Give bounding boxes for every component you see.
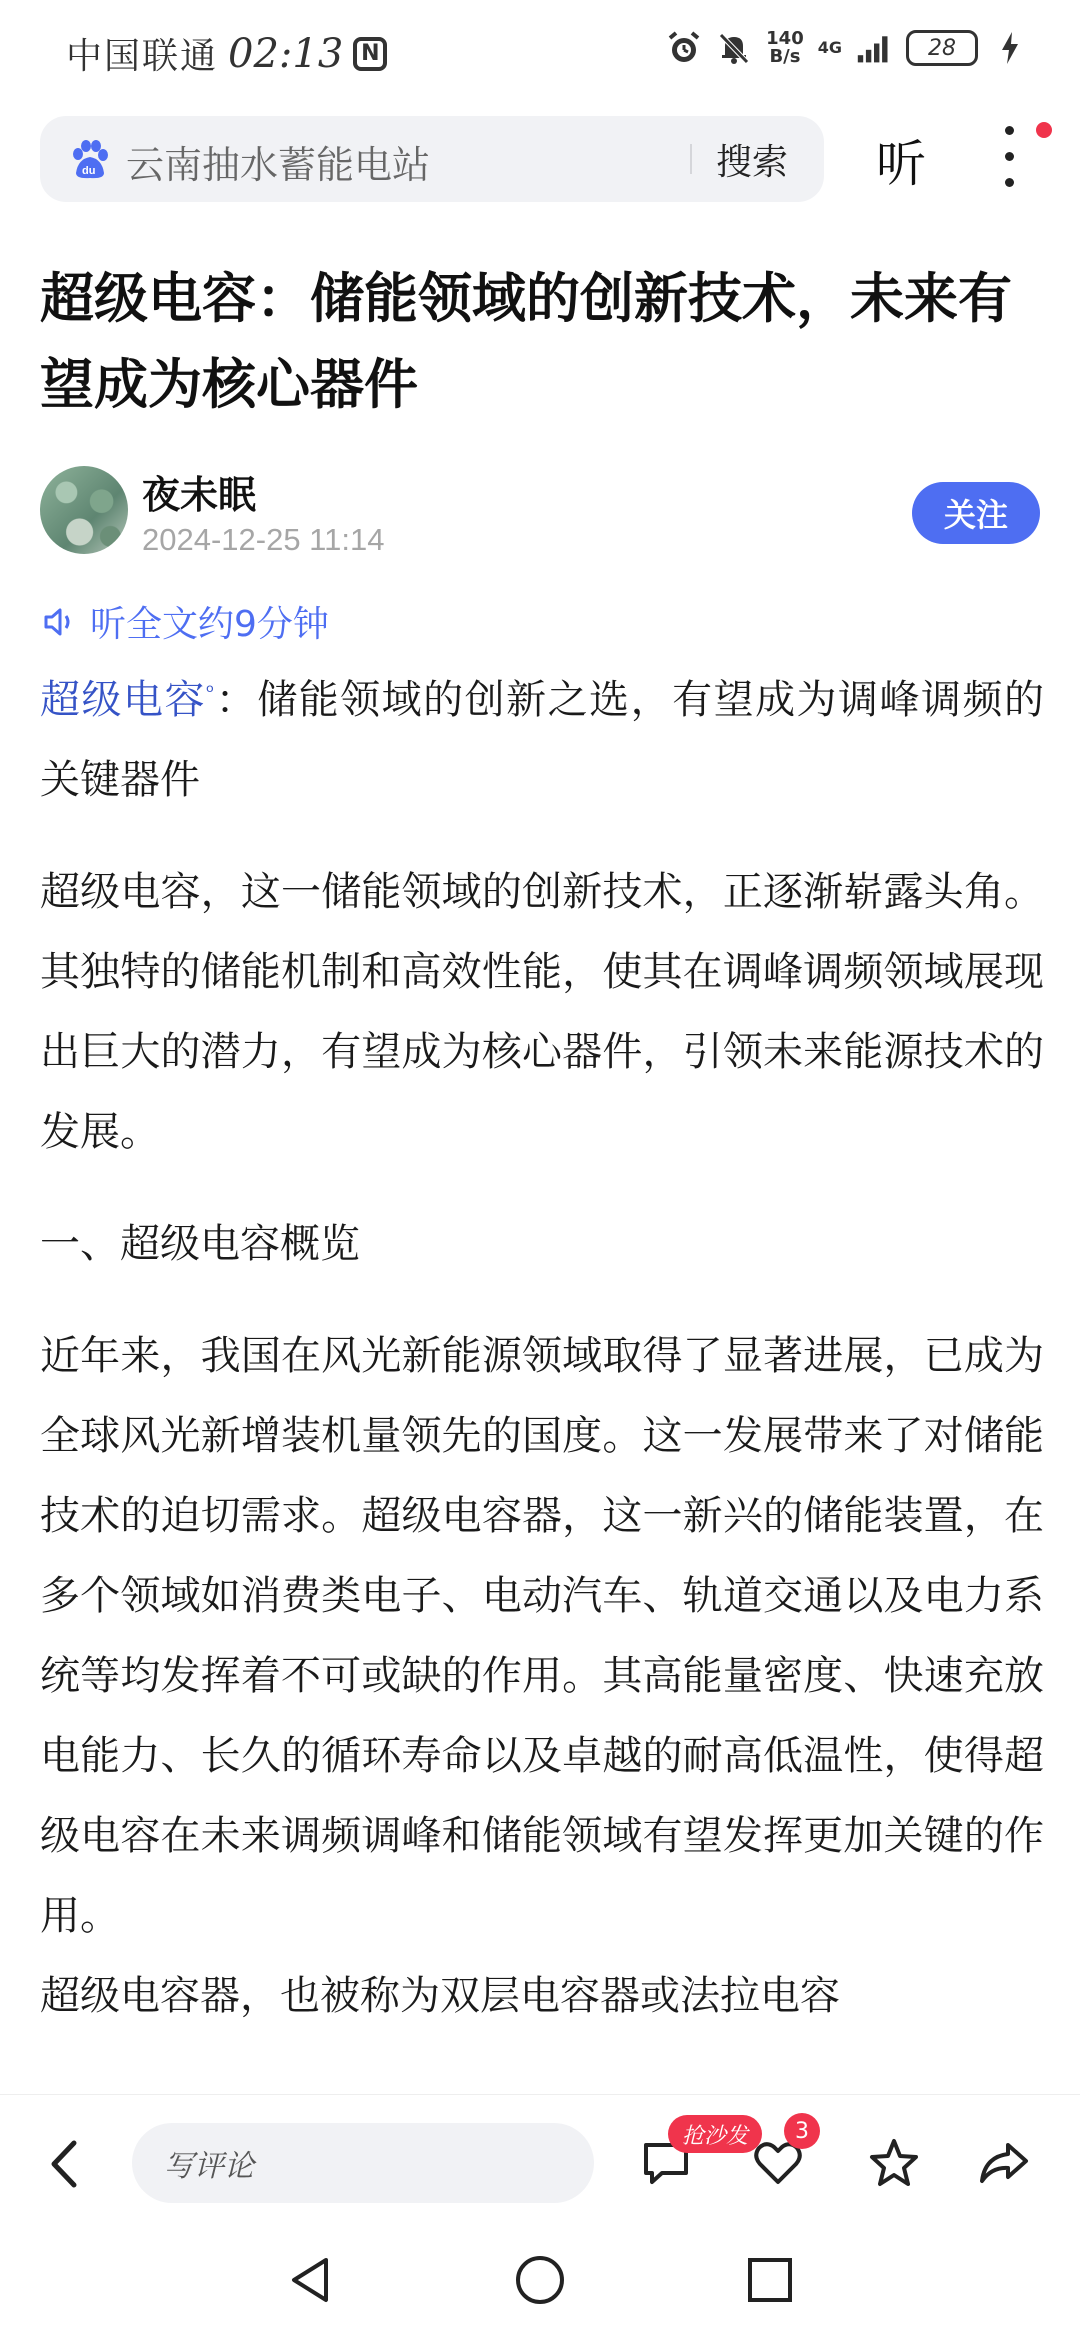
section-heading: 一、超级电容概览 <box>40 1221 360 1267</box>
paragraph: 近年来，我国在风光新能源领域取得了显著进展，已成为全球风光新增装机量领先的国度。这一发展带来了对储能技术的迫切需求。超级电容器，这一新兴的储能装置，在多个领域如消费类电子、电动汽车、轨道交通以及电力系统等均发挥着不可或缺的作用。其高能量密度、快速充放电能力、长久的循环寿命以及卓越的耐高低温性，使得超级电容在未来调频调峰和储能领域有望发挥更加关键的作用。 <box>40 1333 1044 1939</box>
status-left <box>66 28 387 79</box>
status-bar <box>0 0 1080 106</box>
promo-badge: 抢沙发 <box>668 2115 762 2153</box>
author-name[interactable]: 夜未眠 <box>142 473 257 517</box>
comment-input[interactable]: 写评论 <box>132 2123 594 2203</box>
net-speed-unit: B/s <box>769 46 801 67</box>
nav-home-icon[interactable] <box>512 2252 568 2308</box>
lead-text: ：储能领域的创新之选，有望成为调峰调频的关键器件 <box>40 677 1044 803</box>
alarm-icon <box>666 30 702 66</box>
net-speed-value: 140 <box>766 28 804 49</box>
system-nav-bar <box>0 2226 1080 2340</box>
article-title: 超级电容：储能领域的创新技术，未来有望成为核心器件 <box>40 267 1012 416</box>
signal-icon <box>856 30 892 66</box>
listen-full-article[interactable] <box>40 596 329 647</box>
paragraph: 超级电容，这一储能领域的创新技术，正逐渐崭露头角。其独特的储能机制和高效性能，使其在调峰调频领域展现出巨大的潜力，有望成为核心器件，引领未来能源技术的发展。 <box>40 869 1044 1155</box>
back-icon[interactable] <box>44 2137 84 2191</box>
net-type-label: 4G <box>817 38 842 57</box>
listen-full-label: 听全文约9分钟 <box>90 604 329 645</box>
search-divider <box>690 144 692 174</box>
publish-date: 2024-12-25 11:14 <box>142 522 385 557</box>
search-button[interactable]: 搜索 <box>716 142 789 183</box>
svg-text:du: du <box>82 165 96 177</box>
lead-paragraph <box>40 660 1044 820</box>
network-speed <box>766 30 804 66</box>
avatar[interactable] <box>40 466 128 554</box>
nav-recents-icon[interactable] <box>742 2252 798 2308</box>
keyword-search-icon: ᵒ <box>205 679 215 704</box>
paragraph: 超级电容器，也被称为双层电容器或法拉电容 <box>40 1973 840 2019</box>
nav-back-icon[interactable] <box>282 2252 338 2308</box>
star-icon[interactable] <box>866 2135 922 2191</box>
search-input[interactable]: 云南抽水蓄能电站 <box>126 143 431 187</box>
charging-icon <box>992 30 1028 66</box>
nfc-icon: N <box>353 37 387 71</box>
network-type <box>818 40 842 56</box>
notification-dot <box>1036 122 1052 138</box>
mute-icon <box>716 30 752 66</box>
keyword-link[interactable]: 超级电容 <box>40 677 206 723</box>
follow-button[interactable]: 关注 <box>912 482 1040 544</box>
more-icon[interactable] <box>998 122 1022 192</box>
like-count-badge: 3 <box>784 2113 820 2149</box>
baidu-paw-icon <box>68 137 112 181</box>
speaker-icon <box>40 602 80 642</box>
bottom-toolbar <box>0 2094 1080 2226</box>
author-row <box>40 462 1040 562</box>
listen-button[interactable]: 听 <box>876 135 926 193</box>
search-bar[interactable] <box>40 116 824 202</box>
article-body <box>40 660 1044 2036</box>
carrier-name: 中国联通 <box>66 36 219 77</box>
battery-indicator: 28 <box>906 30 978 66</box>
share-icon[interactable] <box>976 2135 1032 2191</box>
status-right <box>666 30 1028 66</box>
clock: 02:13 <box>228 30 344 77</box>
